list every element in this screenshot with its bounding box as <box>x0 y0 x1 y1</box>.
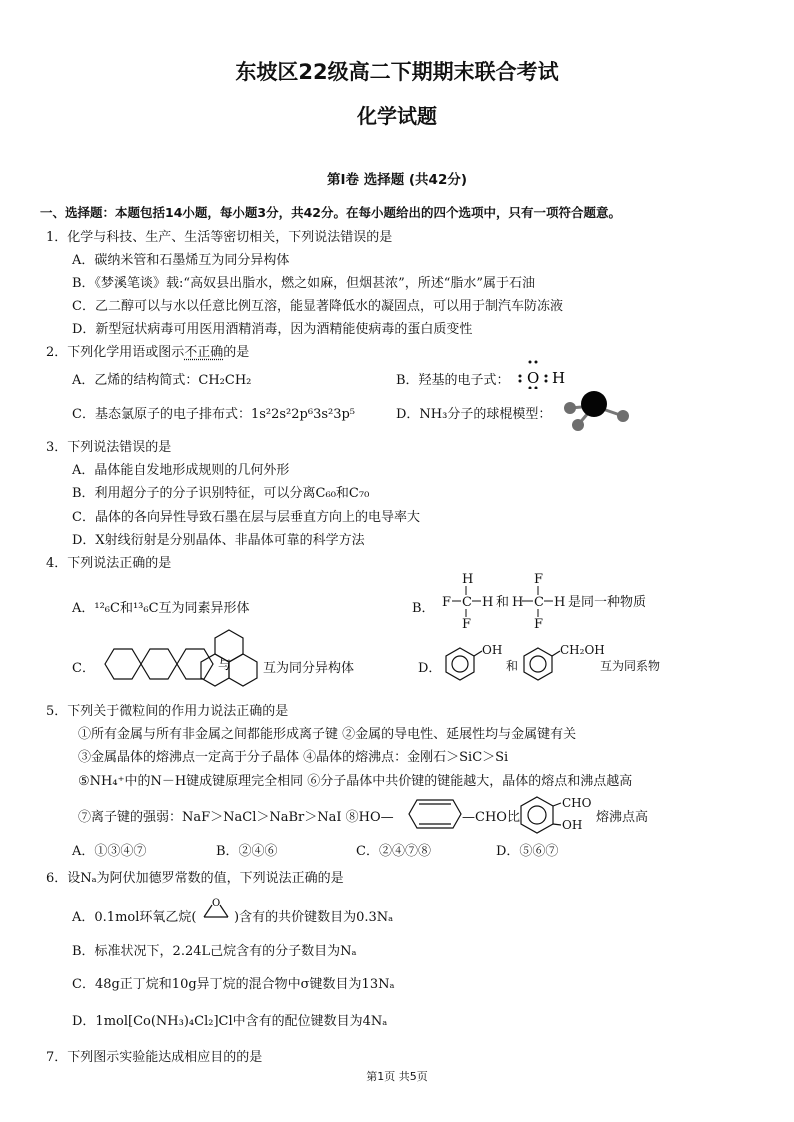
q4-option-d-label: D． <box>418 661 442 676</box>
q3-option-d: D．X射线衍射是分别晶体、非晶体可靠的科学方法 <box>72 533 365 548</box>
hydroxyl-o: O <box>527 369 540 387</box>
svg-text:与: 与 <box>218 658 232 673</box>
page-footer: 第1页 共5页 <box>366 1070 428 1083</box>
q5-option-a: A．①③④⑦ <box>72 844 147 859</box>
svg-text:OH: OH <box>562 818 583 832</box>
q6-stem: 6．设Nₐ为阿伏加德罗常数的值，下列说法正确的是 <box>46 871 344 886</box>
svg-text:O: O <box>212 898 221 909</box>
svg-text:C: C <box>462 595 472 610</box>
exam-title: 东坡区22级高二下期期末联合考试 <box>235 60 559 84</box>
phenalene-skeleton <box>196 626 262 696</box>
svg-text:F: F <box>534 617 544 632</box>
q5-option-d: D．⑤⑥⑦ <box>496 844 559 859</box>
exam-subtitle: 化学试题 <box>357 104 437 128</box>
svg-text:OH: OH <box>482 643 503 657</box>
q6-option-c: C．48g正丁烷和10g异丁烷的混合物中σ键数目为13Nₐ <box>72 977 395 992</box>
svg-text:和: 和 <box>506 659 519 673</box>
svg-text:F: F <box>442 595 452 610</box>
svg-text:F: F <box>462 617 472 632</box>
q5-statement-8c: 熔沸点高 <box>596 810 649 825</box>
salicylaldehyde-structure <box>515 794 595 836</box>
svg-text:C: C <box>534 595 544 610</box>
instructions: 一、选择题：本题包括14小题，每小题3分，共42分。在每小题给出的四个选项中，只有一项符合题意。 <box>40 205 621 220</box>
q6-option-a-part2: )含有的共价键数目为0.3Nₐ <box>234 910 394 925</box>
nh3-ball-stick-model <box>558 388 638 432</box>
q6-option-a-part1: A．0.1mol环氧乙烷( <box>72 910 197 925</box>
q1-option-b: B．《梦溪笔谈》载:“高奴县出脂水，燃之如麻，但烟甚浓”，所述“脂水”属于石油 <box>72 276 536 291</box>
q1-stem: 1．化学与科技、生产、生活等密切相关，下列说法错误的是 <box>46 230 393 245</box>
q6-option-d: D．1mol[Co(NH₃)₄Cl₂]Cl中含有的配位键数目为4Nₐ <box>72 1014 388 1029</box>
q4-option-b-label: B． <box>412 601 435 616</box>
q4-option-c-tail: 互为同分异构体 <box>263 661 355 676</box>
q3-stem: 3．下列说法错误的是 <box>46 440 172 455</box>
epoxy-ethane-ring <box>199 893 233 923</box>
q4-stem: 4．下列说法正确的是 <box>46 556 172 571</box>
q2-emphasis: 不正确 <box>184 345 224 360</box>
q5-option-c: C．②④⑦⑧ <box>356 844 431 859</box>
q2-option-c: C．基态氯原子的电子排布式：1s²2s²2p⁶3s²3p⁵ <box>72 407 356 422</box>
benzene-ring-para <box>405 794 465 834</box>
q4-option-d-structures <box>440 640 680 688</box>
hydroxyl-h: H <box>552 369 566 387</box>
q5-option-b: B．②④⑥ <box>216 844 278 859</box>
q5-statement-1-2: ①所有金属与所有非金属之间都能形成离子键 ②金属的导电性、延展性均与金属键有关 <box>78 727 577 742</box>
q1-option-c: C．乙二醇可以与水以任意比例互溶，能显著降低水的凝固点，可以用于制汽车防冻液 <box>72 299 563 314</box>
q2-option-d: D．NH₃分子的球棍模型： <box>396 407 552 422</box>
q4-option-b-structures <box>436 570 676 632</box>
q5-statement-8b: —CHO比 <box>462 810 520 825</box>
q4-option-a: A．¹²₆C和¹³₆C互为同素异形体 <box>72 601 250 616</box>
q5-stem: 5．下列关于微粒间的作用力说法正确的是 <box>46 704 289 719</box>
q7-stem: 7．下列图示实验能达成相应目的的是 <box>46 1050 263 1065</box>
svg-text:互为同系物: 互为同系物 <box>600 659 661 673</box>
svg-text:是同一种物质: 是同一种物质 <box>568 595 647 610</box>
svg-text:H: H <box>512 595 524 610</box>
svg-text:CHO: CHO <box>562 796 592 810</box>
q2-stem: 2．下列化学用语或图示不正确的是 <box>46 345 250 360</box>
q2-option-a: A．乙烯的结构简式：CH₂CH₂ <box>72 373 252 388</box>
q1-option-a: A．碳纳米管和石墨烯互为同分异构体 <box>72 253 290 268</box>
svg-text:CH₂OH: CH₂OH <box>560 643 605 657</box>
q3-option-a: A．晶体能自发地形成规则的几何外形 <box>72 463 290 478</box>
q3-option-b: B．利用超分子的分子识别特征，可以分离C₆₀和C₇₀ <box>72 486 370 501</box>
q2-option-b: B．羟基的电子式： <box>396 373 510 388</box>
hydroxyl-electron-formula <box>510 357 570 389</box>
section-title: 第Ⅰ卷 选择题 (共42分) <box>326 172 468 188</box>
svg-text:F: F <box>534 572 544 587</box>
q1-option-d: D．新型冠状病毒可用医用酒精消毒，因为酒精能使病毒的蛋白质变性 <box>72 322 473 337</box>
q5-statement-7-8a: ⑦离子键的强弱：NaF＞NaCl＞NaBr＞NaI ⑧HO— <box>78 810 394 825</box>
q5-statement-5-6: ⑤NH₄⁺中的N－H键成键原理完全相同 ⑥分子晶体中共价键的键能越大，晶体的熔点和沸点越高 <box>78 774 633 789</box>
q6-option-b: B．标准状况下，2.24L己烷含有的分子数目为Nₐ <box>72 944 357 959</box>
svg-text:H: H <box>462 572 474 587</box>
svg-text:H: H <box>554 595 566 610</box>
q5-statement-3-4: ③金属晶体的熔沸点一定高于分子晶体 ④晶体的熔沸点：金刚石＞SiC＞Si <box>78 750 509 765</box>
svg-text:和: 和 <box>496 595 510 610</box>
svg-text:H: H <box>482 595 494 610</box>
q3-option-c: C．晶体的各向异性导致石墨在层与层垂直方向上的电导率大 <box>72 510 420 525</box>
q4-option-c-label: C． <box>72 661 95 676</box>
